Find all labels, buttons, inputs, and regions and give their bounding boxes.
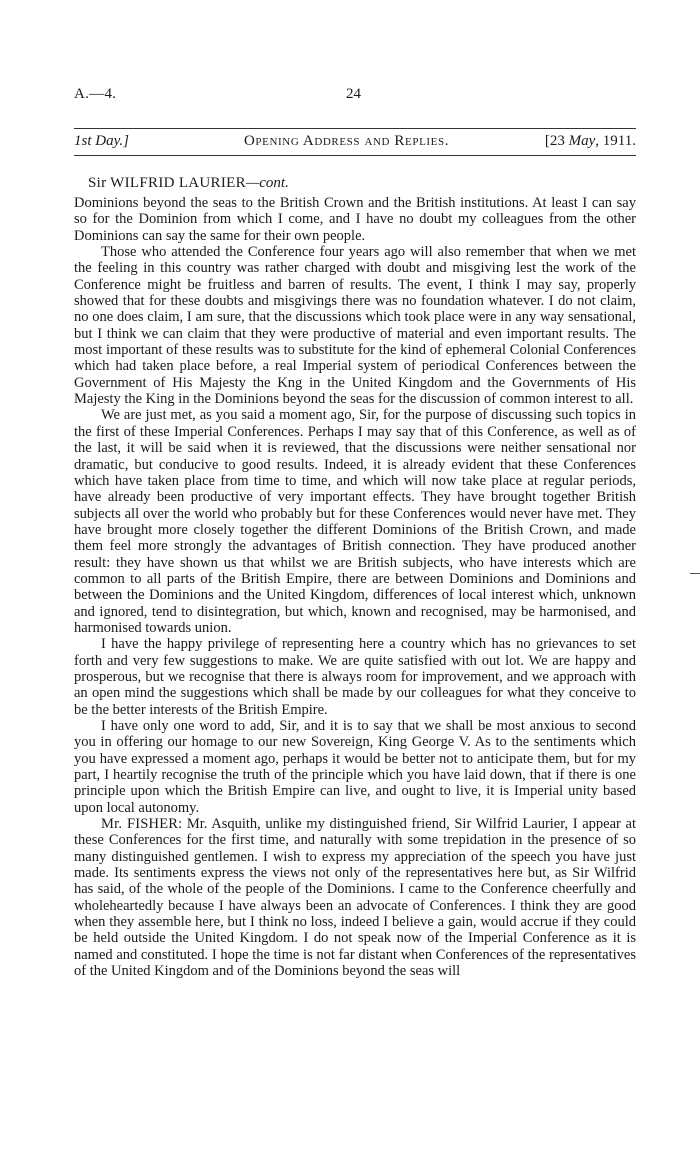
running-header-day: 1st Day.] xyxy=(74,133,130,149)
margin-mark xyxy=(690,573,700,574)
paragraph: We are just met, as you said a moment ago, Sir, for the purpose of discussing such topics in the first of these Imperial Conferences. Perhaps I may say that of this Conference, as well as of the last, it will be said when it is reviewed, that the discussions were neither sensational nor dramatic, but conducive to good results. Indeed, it is already evident that these Conferences which have taken place from time to time, and which will now take place at regular periods, have already been productive of very important effects. They have brought together British subjects all over the world who probably but for these Conferences would never have met. They have brought more closely together the different Dominions of the British Crown, and made them feel more strongly the advantages of British connection. They have produced another result: they have shown us that whilst we are British subjects, who have interests which are common to all parts of the British Empire, there are between Dominions and Dominions and between the Dominions and the United Kingdom, differences of local interest which, unknown and ignored, tend to disintegration, but which, known and recognised, may be harmonised, and harmonised towards union. xyxy=(74,407,636,636)
fisher-speech: : Mr. Asquith, unlike my distinguished friend, Sir Wilfrid Laurier, I appear at these Conferences for the first time, and naturally with some trepidation in the presence of so many distinguished gentlemen. I wish to express my appreciation of the speech you have just made. Its sentiments express the views not only of the representatives here but, as Sir Wilfrid has said, of the whole of the people of the Dominions. I came to the Conference cheerfully and wholeheartedly because I have always been an advocate of Conferences. I think they are good when they assemble here, but I think no loss, indeed I believe a gain, would accrue if they could be held outside the United Kingdom. I do not speak now of the Imperial Conference as it is named and constituted. I hope the time is not far distant when Conferences of the representatives of the United Kingdom and of the Dominions beyond the seas will xyxy=(74,816,636,980)
speaker-name: Sir WILFRID LAURIER xyxy=(88,175,246,191)
paragraph: I have the happy privilege of representing here a country which has no grievances to set forth and very few suggestions to make. We are quite satisfied with out lot. We are happy and prosperous, but we recognise that there is always room for improvement, and we approach with an open mind the suggestions which shall be made by our colleagues for what they conceive to be the better interests of the British Empire. xyxy=(74,636,636,718)
running-header-date: [23 May, 1911. xyxy=(544,133,636,149)
header-rule-top xyxy=(74,128,636,129)
body-text xyxy=(74,195,636,980)
document-reference: A.—4. xyxy=(74,86,117,102)
speaker-heading xyxy=(88,175,289,192)
paragraph-fisher xyxy=(74,816,636,979)
paragraph: Those who attended the Conference four years ago will also remember that when we met the feeling in this country was rather charged with doubt and misgiving lest the work of the Conference might be fruitless and barren of results. The event, I think I may say, properly showed that for these doubts and misgivings there was no foundation whatever. I do not claim, no one does claim, I am sure, that the discussions which took place were in any way sensational, but I think we can claim that they were productive of material and even important results. The most important of these results was to substitute for the kind of ephemeral Colonial Conferences which had taken place before, a real Imperial system of periodical Conferences between the Government of His Majesty the Kng in the United Kingdom and the Governments of His Majesty the King in the Dominions beyond the seas for the discussion of common interest to all. xyxy=(74,244,636,408)
page-number: 24 xyxy=(346,86,361,102)
running-header-title: Opening Address and Replies. xyxy=(244,133,450,149)
header-rule-bottom xyxy=(74,155,636,156)
paragraph: Dominions beyond the seas to the British Crown and the British institutions. At least I can say so for the Dominion from which I come, and I have no doubt my colleagues from the other Dominions can say the same for their own people. xyxy=(74,195,636,244)
paragraph: I have only one word to add, Sir, and it is to say that we shall be most anxious to second you in offering our homage to our new Sovereign, King George V. As to the sentiments which you have expressed a moment ago, perhaps it would be better not to anticipate them, but for my part, I heartily recognise the truth of the principle which you have laid down, that if there is one principle upon which the British Empire can live, and ought to live, it is Imperial unity based upon local autonomy. xyxy=(74,718,636,816)
speaker-cont-label: —cont. xyxy=(245,175,289,191)
fisher-speaker-name: Mr. FISHER xyxy=(101,816,179,833)
